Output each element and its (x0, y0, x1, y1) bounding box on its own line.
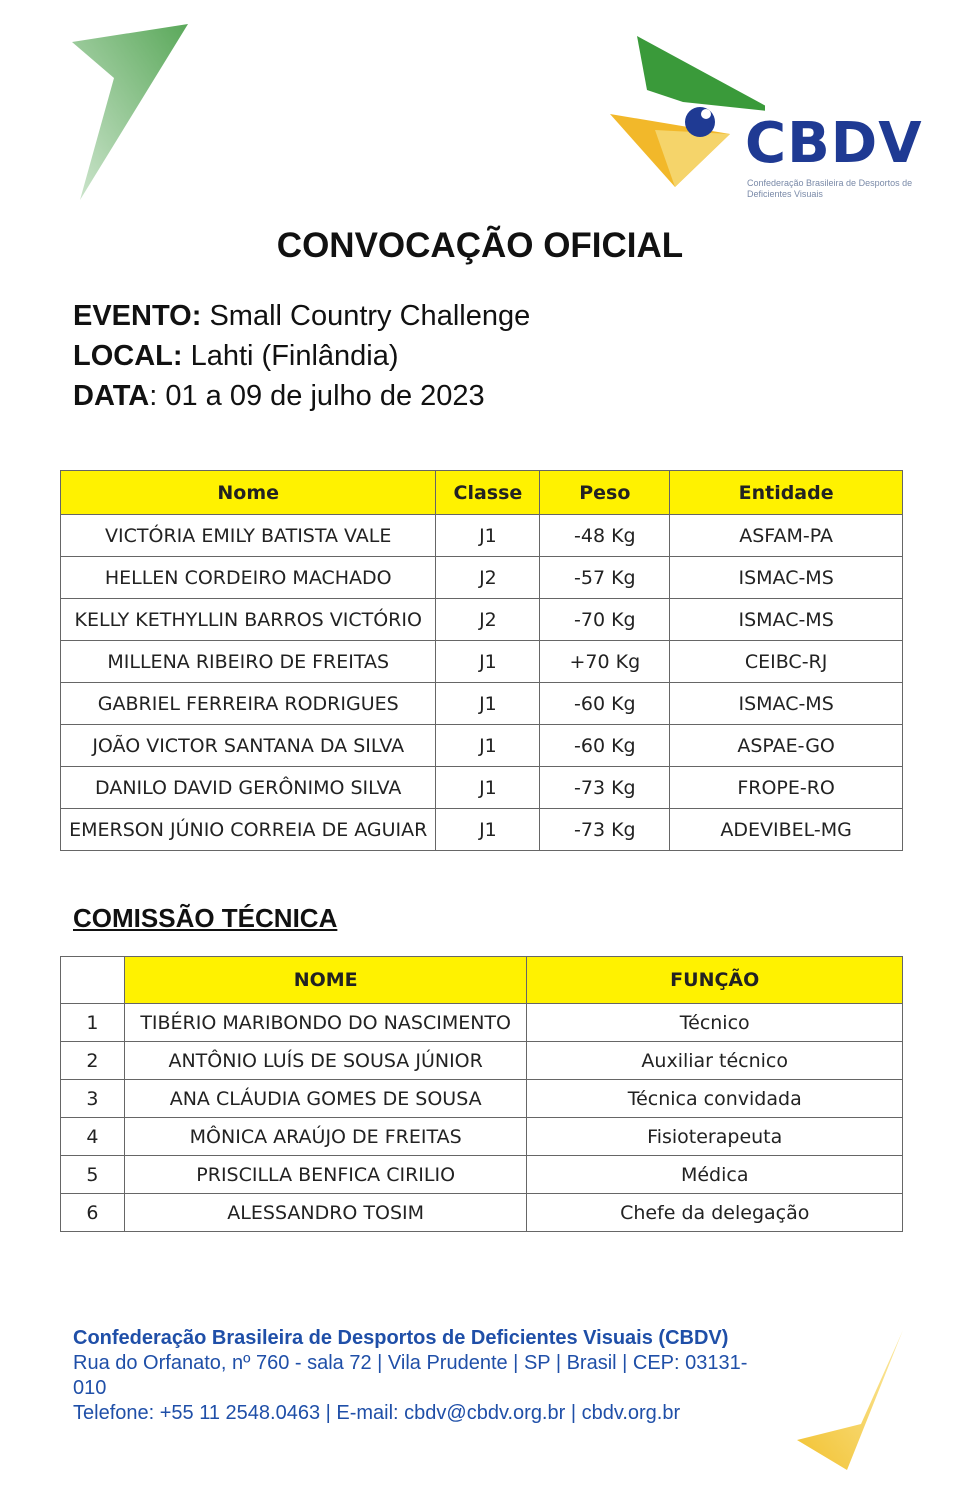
cbdv-logo-subtitle: Confederação Brasileira de Desportos de Deficientes Visuais (747, 178, 913, 199)
table-row (61, 1004, 903, 1042)
athlete-name: JOÃO VICTOR SANTANA DA SILVA (61, 725, 436, 767)
date-value: : 01 a 09 de julho de 2023 (149, 380, 485, 412)
athlete-name: EMERSON JÚNIO CORREIA DE AGUIAR (61, 809, 436, 851)
table-row (61, 1118, 903, 1156)
athlete-class: J1 (436, 641, 540, 683)
page-title: CONVOCAÇÃO OFICIAL (276, 226, 684, 265)
footer-address: Rua do Orfanato, nº 760 - sala 72 | Vila Prudente | SP | Brasil | CEP: 03131-010 (73, 1352, 748, 1399)
athlete-entity: ISMAC-MS (670, 683, 903, 725)
staff-role: Técnica convidada (527, 1080, 903, 1118)
table-row (61, 557, 903, 599)
table-row (61, 725, 903, 767)
athlete-weight: -70 Kg (540, 599, 670, 641)
staff-role: Chefe da delegação (527, 1194, 903, 1232)
table-row (61, 1156, 903, 1194)
staff-name: ANTÔNIO LUÍS DE SOUSA JÚNIOR (124, 1042, 527, 1080)
athlete-weight: -60 Kg (540, 725, 670, 767)
athlete-entity: FROPE-RO (670, 767, 903, 809)
athlete-class: J1 (436, 725, 540, 767)
green-leaf-decoration (70, 22, 190, 202)
athlete-weight: -73 Kg (540, 767, 670, 809)
athlete-class: J1 (436, 767, 540, 809)
athlete-name: DANILO DAVID GERÔNIMO SILVA (61, 767, 436, 809)
staff-index: 2 (61, 1042, 125, 1080)
staff-name: ALESSANDRO TOSIM (124, 1194, 527, 1232)
athletes-table (60, 470, 903, 851)
table-row (61, 515, 903, 557)
staff-name: ANA CLÁUDIA GOMES DE SOUSA (124, 1080, 527, 1118)
athlete-name: MILLENA RIBEIRO DE FREITAS (61, 641, 436, 683)
staff-index: 1 (61, 1004, 125, 1042)
table-row (61, 641, 903, 683)
table-header-row (61, 471, 903, 515)
athlete-class: J1 (436, 809, 540, 851)
staff-name: MÔNICA ARAÚJO DE FREITAS (124, 1118, 527, 1156)
header-entidade: Entidade (670, 471, 903, 515)
athlete-weight: -73 Kg (540, 809, 670, 851)
header-funcao: FUNÇÃO (527, 957, 903, 1004)
staff-index: 5 (61, 1156, 125, 1194)
staff-role: Fisioterapeuta (527, 1118, 903, 1156)
staff-table (60, 956, 903, 1232)
athlete-name: GABRIEL FERREIRA RODRIGUES (61, 683, 436, 725)
header-classe: Classe (436, 471, 540, 515)
athlete-name: VICTÓRIA EMILY BATISTA VALE (61, 515, 436, 557)
athlete-class: J1 (436, 683, 540, 725)
local-value: Lahti (Finlândia) (182, 340, 399, 372)
staff-role: Médica (527, 1156, 903, 1194)
athlete-entity: ISMAC-MS (670, 599, 903, 641)
athlete-weight: -60 Kg (540, 683, 670, 725)
athlete-entity: ADEVIBEL-MG (670, 809, 903, 851)
athlete-name: KELLY KETHYLLIN BARROS VICTÓRIO (61, 599, 436, 641)
local-label: LOCAL: (73, 340, 183, 372)
footer-contact: Telefone: +55 11 2548.0463 | E-mail: cbdv@cbdv.org.br | cbdv.org.br (73, 1402, 681, 1424)
staff-role: Auxiliar técnico (527, 1042, 903, 1080)
staff-index: 4 (61, 1118, 125, 1156)
athlete-weight: -57 Kg (540, 557, 670, 599)
staff-role: Técnico (527, 1004, 903, 1042)
table-row (61, 809, 903, 851)
staff-name: TIBÉRIO MARIBONDO DO NASCIMENTO (124, 1004, 527, 1042)
athlete-name: HELLEN CORDEIRO MACHADO (61, 557, 436, 599)
staff-section-title: COMISSÃO TÉCNICA (73, 903, 338, 933)
header-peso: Peso (540, 471, 670, 515)
cbdv-logo (605, 32, 923, 207)
staff-name: PRISCILLA BENFICA CIRILIO (124, 1156, 527, 1194)
date-line (73, 376, 530, 416)
staff-index: 3 (61, 1080, 125, 1118)
staff-index: 6 (61, 1194, 125, 1232)
local-line (73, 336, 530, 376)
athlete-entity: ASFAM-PA (670, 515, 903, 557)
event-label: EVENTO: (73, 300, 202, 332)
table-row (61, 683, 903, 725)
event-value: Small Country Challenge (201, 300, 531, 332)
yellow-leaf-decoration (795, 1328, 910, 1473)
athlete-entity: ASPAE-GO (670, 725, 903, 767)
athlete-class: J2 (436, 557, 540, 599)
header-nome: Nome (61, 471, 436, 515)
table-row (61, 767, 903, 809)
table-row (61, 1080, 903, 1118)
table-row (61, 1042, 903, 1080)
header-index (61, 957, 125, 1004)
date-label: DATA (73, 380, 150, 412)
cbdv-logo-text: CBDV (745, 111, 923, 176)
athlete-class: J2 (436, 599, 540, 641)
athlete-weight: +70 Kg (540, 641, 670, 683)
event-info (73, 296, 530, 416)
athlete-entity: CEIBC-RJ (670, 641, 903, 683)
cbdv-emblem-icon (605, 32, 765, 192)
athlete-class: J1 (436, 515, 540, 557)
table-row (61, 599, 903, 641)
footer-org-name: Confederação Brasileira de Desportos de Deficientes Visuais (CBDV) (73, 1327, 729, 1349)
header-nome: NOME (124, 957, 527, 1004)
athlete-entity: ISMAC-MS (670, 557, 903, 599)
athlete-weight: -48 Kg (540, 515, 670, 557)
footer (73, 1326, 773, 1426)
event-line (73, 296, 530, 336)
table-row (61, 1194, 903, 1232)
table-header-row (61, 957, 903, 1004)
